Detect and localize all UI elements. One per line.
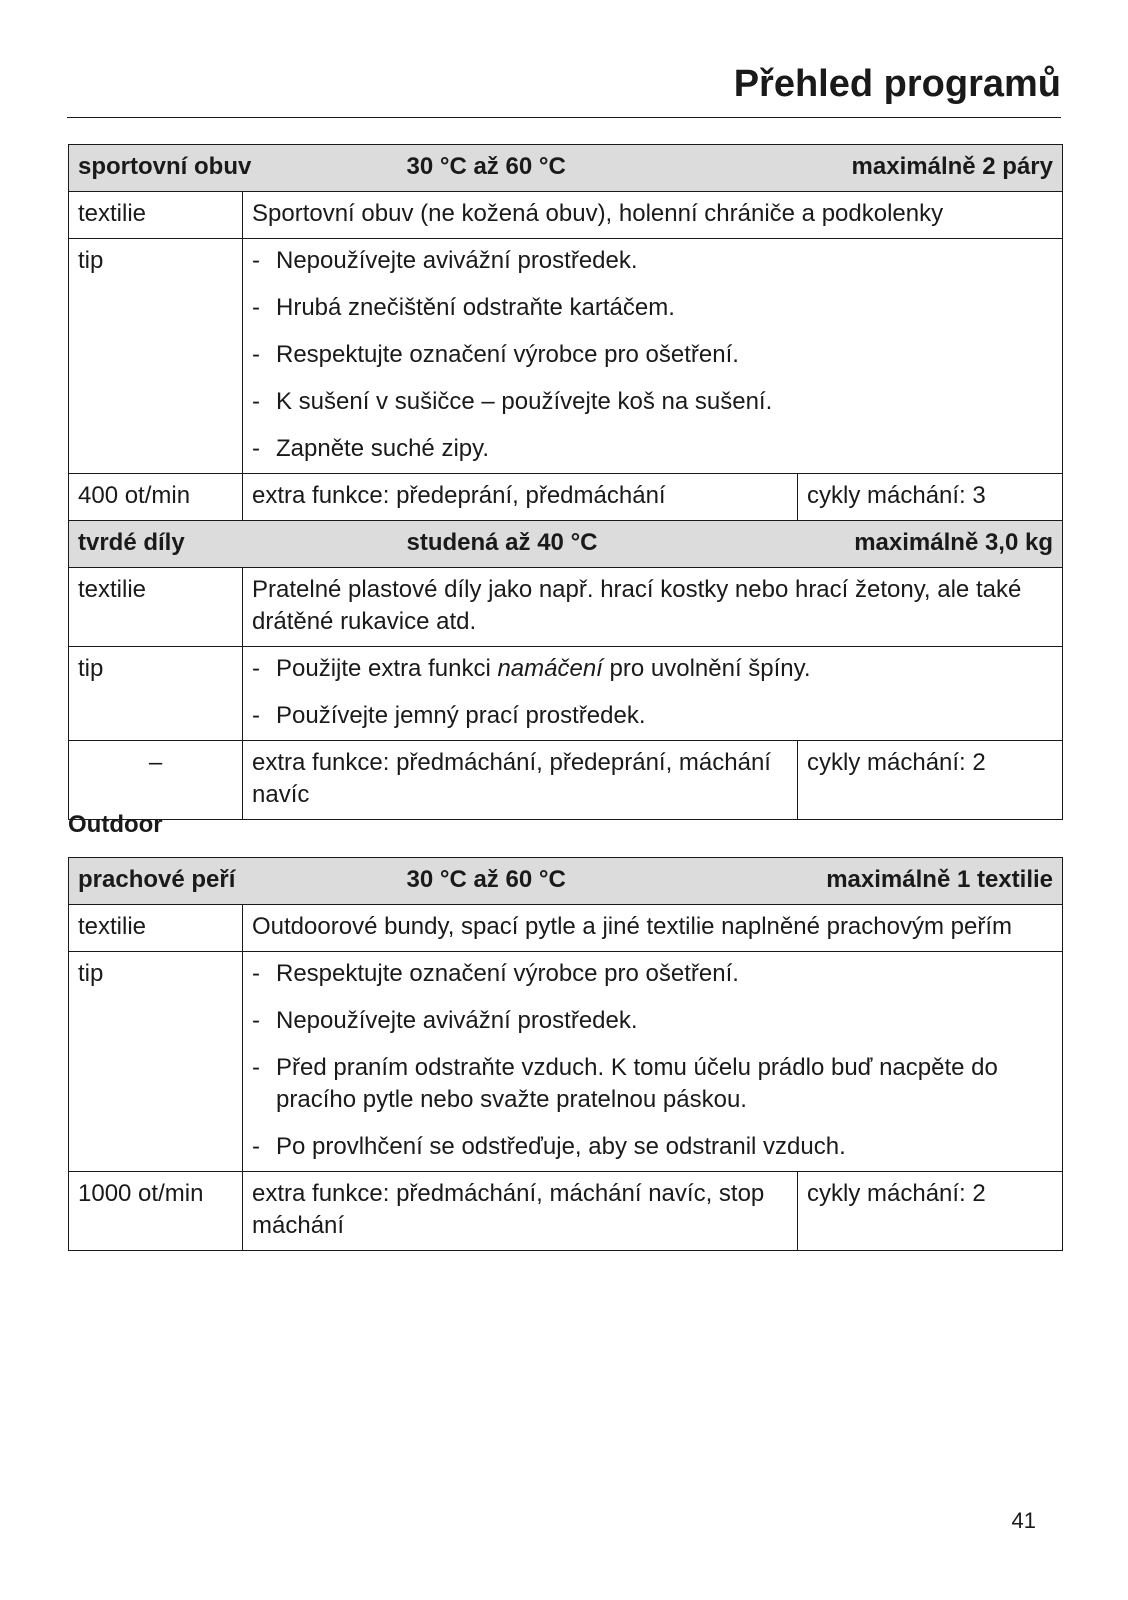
settings-row: [69, 474, 1063, 521]
textile-row: [69, 905, 1063, 952]
textile-value: Outdoorové bundy, spací pytle a jiné textilie naplněné prachovým peřím: [243, 905, 1063, 952]
tip-item: - K sušení v sušičce – používejte koš na sušení.: [252, 386, 1053, 418]
tip-label: tip: [69, 239, 243, 474]
tip-item: - Nepoužívejte avivážní prostředek.: [252, 1005, 1053, 1037]
textile-row: [69, 568, 1063, 647]
page-title: Přehled programů: [733, 63, 1061, 105]
rinse-cycles: cykly máchání: 2: [798, 741, 1063, 820]
extra-functions: extra funkce: předeprání, předmáchání: [243, 474, 798, 521]
settings-row: [69, 1172, 1063, 1251]
tip-label: tip: [69, 952, 243, 1172]
program-table-sport-shoes: [68, 144, 1063, 820]
program-max-load: maximálně 1 textilie: [798, 858, 1063, 905]
program-header-row: [69, 858, 1063, 905]
program-temperature: 30 °C až 60 °C: [398, 145, 798, 192]
program-table-down: [68, 857, 1063, 1251]
textile-row: [69, 192, 1063, 239]
rinse-cycles: cykly máchání: 2: [798, 1172, 1063, 1251]
program-max-load: maximálně 2 páry: [798, 145, 1063, 192]
program-name: tvrdé díly: [69, 521, 398, 568]
spin-speed: –: [69, 741, 243, 820]
header-divider: [67, 117, 1061, 118]
program-temperature: studená až 40 °C: [398, 521, 798, 568]
tip-item: - Respektujte označení výrobce pro ošetření.: [252, 339, 1053, 371]
section-heading-outdoor: Outdoor: [68, 811, 163, 838]
tip-item: - Zapněte suché zipy.: [252, 433, 1053, 465]
tip-list: [252, 958, 1053, 1163]
tip-list: [252, 245, 1053, 465]
tip-item: - Hrubá znečištění odstraňte kartáčem.: [252, 292, 1053, 324]
spin-speed: 400 ot/min: [69, 474, 243, 521]
tip-list: [252, 653, 1053, 732]
program-header-row: [69, 521, 1063, 568]
extra-functions: extra funkce: předmáchání, máchání navíc, stop máchání: [243, 1172, 798, 1251]
textile-label: textilie: [69, 568, 243, 647]
tip-item: - Nepoužívejte avivážní prostředek.: [252, 245, 1053, 277]
program-name: sportovní obuv: [69, 145, 398, 192]
program-header-row: [69, 145, 1063, 192]
tip-item: - Používejte jemný prací prostředek.: [252, 700, 1053, 732]
tip-item: - Před praním odstraňte vzduch. K tomu účelu prádlo buď nacpěte do pracího pytle nebo svažte pratelnou páskou.: [252, 1052, 1053, 1116]
settings-row: [69, 741, 1063, 820]
program-max-load: maximálně 3,0 kg: [798, 521, 1063, 568]
textile-label: textilie: [69, 905, 243, 952]
tip-item: - Respektujte označení výrobce pro ošetření.: [252, 958, 1053, 990]
program-temperature: 30 °C až 60 °C: [398, 858, 798, 905]
tip-label: tip: [69, 647, 243, 741]
tip-item: - Po provlhčení se odstřeďuje, aby se odstranil vzduch.: [252, 1131, 1053, 1163]
tip-row: [69, 239, 1063, 474]
page-number: 41: [1011, 1508, 1036, 1533]
extra-functions: extra funkce: předmáchání, předeprání, máchání navíc: [243, 741, 798, 820]
emphasized-term: namáčení: [497, 655, 603, 682]
textile-label: textilie: [69, 192, 243, 239]
textile-value: Sportovní obuv (ne kožená obuv), holenní chrániče a podkolenky: [243, 192, 1063, 239]
tip-row: [69, 647, 1063, 741]
rinse-cycles: cykly máchání: 3: [798, 474, 1063, 521]
tip-row: [69, 952, 1063, 1172]
program-name: prachové peří: [69, 858, 398, 905]
spin-speed: 1000 ot/min: [69, 1172, 243, 1251]
tip-item: - Použijte extra funkci namáčení pro uvolnění špíny.: [252, 653, 1053, 685]
textile-value: Pratelné plastové díly jako např. hrací kostky nebo hrací žetony, ale také drátěné rukavice atd.: [243, 568, 1063, 647]
